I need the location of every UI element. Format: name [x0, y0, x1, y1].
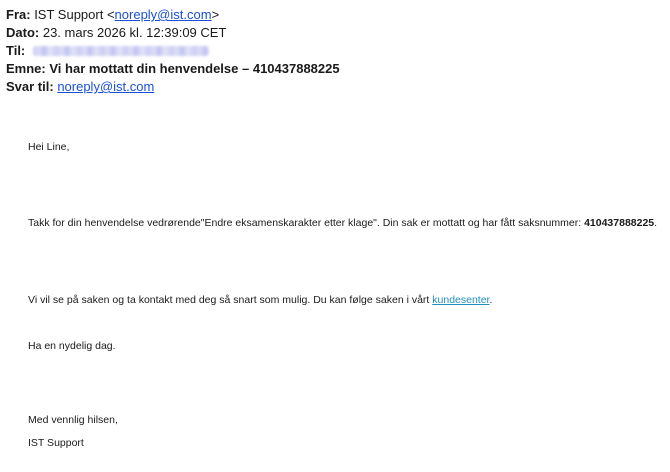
thanks-suffix: . — [654, 217, 658, 229]
date-row — [6, 24, 340, 42]
customer-center-link[interactable]: kundesenter — [432, 294, 490, 306]
reply-to-label: Svar til: — [6, 79, 54, 94]
signature: IST Support — [28, 437, 84, 449]
from-email-link[interactable]: noreply@ist.com — [114, 7, 212, 22]
wish-line: Ha en nydelig dag. — [28, 340, 116, 352]
thanks-paragraph — [28, 216, 657, 230]
closing-line: Med vennlig hilsen, — [28, 414, 118, 426]
date-label: Dato: — [6, 25, 40, 40]
greeting: Hei Line, — [28, 141, 70, 153]
from-name: IST Support — [34, 7, 104, 22]
date-value: 23. mars 2026 kl. 12:39:09 CET — [42, 25, 227, 40]
subject-row — [6, 60, 340, 78]
to-label: Til: — [6, 43, 26, 58]
from-email-bracket-close: > — [211, 7, 220, 22]
followup-suffix: . — [489, 294, 493, 306]
redacted-recipient — [33, 46, 209, 56]
subject-label: Emne: — [6, 61, 46, 76]
from-row — [6, 6, 340, 24]
to-row — [6, 42, 340, 60]
from-email-bracket-open: < — [106, 7, 115, 22]
case-number: 410437888225 — [584, 217, 655, 229]
thanks-text: Takk for din henvendelse vedrørende"Endre eksamenskarakter etter klage". Din sak er mottatt og har fått saksnummer: — [28, 217, 585, 229]
email-header — [6, 6, 340, 96]
from-label: Fra: — [6, 7, 31, 22]
reply-to-row — [6, 78, 340, 96]
followup-paragraph — [28, 293, 492, 307]
subject-value: Vi har mottatt din henvendelse – 410437888225 — [49, 61, 340, 76]
reply-to-email-link[interactable]: noreply@ist.com — [57, 79, 155, 94]
followup-text: Vi vil se på saken og ta kontakt med deg så snart som mulig. Du kan følge saken i vårt — [28, 294, 433, 306]
